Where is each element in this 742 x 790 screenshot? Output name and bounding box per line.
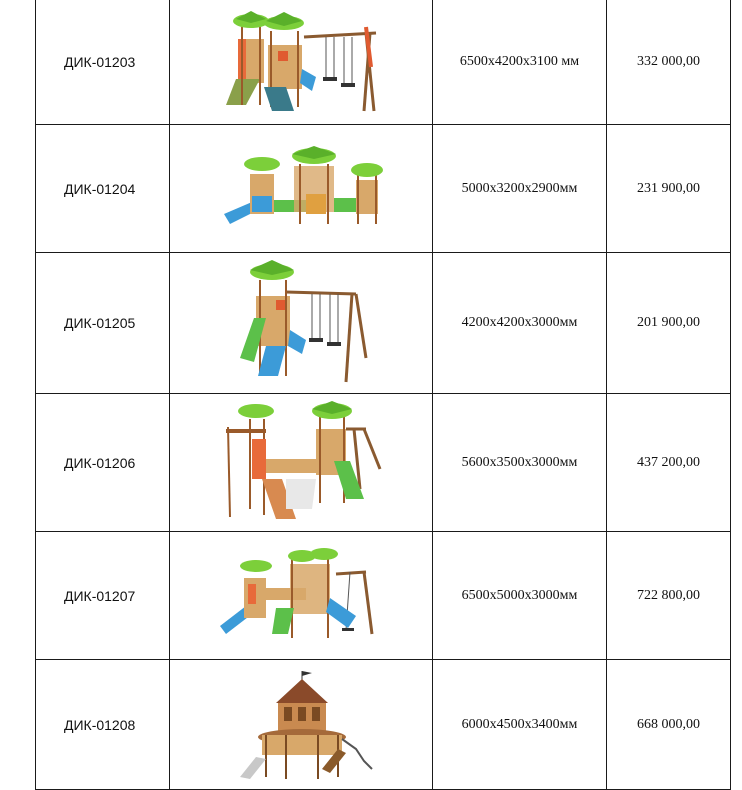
product-price: 201 900,00 bbox=[607, 253, 731, 394]
product-price: 722 800,00 bbox=[607, 532, 731, 660]
product-code: ДИК-01207 bbox=[36, 532, 170, 660]
product-dimensions: 5600х3500х3000мм bbox=[433, 394, 607, 532]
playground-image bbox=[216, 399, 386, 527]
product-code: ДИК-01205 bbox=[36, 253, 170, 394]
product-price: 668 000,00 bbox=[607, 660, 731, 790]
product-dimensions: 6500х4200х3100 мм bbox=[433, 0, 607, 125]
product-dimensions: 6000х4500х3400мм bbox=[433, 660, 607, 790]
product-dimensions: 6500х5000х3000мм bbox=[433, 532, 607, 660]
playground-image bbox=[216, 7, 386, 117]
playground-image bbox=[216, 144, 386, 234]
playground-image bbox=[226, 258, 376, 388]
product-code: ДИК-01203 bbox=[36, 0, 170, 125]
product-price: 437 200,00 bbox=[607, 394, 731, 532]
product-image-cell bbox=[170, 394, 433, 532]
table-row bbox=[36, 394, 731, 532]
product-image-cell bbox=[170, 253, 433, 394]
product-image-cell bbox=[170, 0, 433, 125]
product-code: ДИК-01204 bbox=[36, 125, 170, 253]
product-image-cell bbox=[170, 532, 433, 660]
product-image-cell bbox=[170, 660, 433, 790]
product-code: ДИК-01208 bbox=[36, 660, 170, 790]
product-table bbox=[35, 0, 731, 790]
table-row bbox=[36, 660, 731, 790]
table-row bbox=[36, 532, 731, 660]
table-row bbox=[36, 253, 731, 394]
product-dimensions: 4200х4200х3000мм bbox=[433, 253, 607, 394]
product-code: ДИК-01206 bbox=[36, 394, 170, 532]
product-dimensions: 5000х3200х2900мм bbox=[433, 125, 607, 253]
playground-image bbox=[226, 665, 376, 785]
product-price: 332 000,00 bbox=[607, 0, 731, 125]
table-row bbox=[36, 0, 731, 125]
playground-image bbox=[216, 548, 386, 644]
product-image-cell bbox=[170, 125, 433, 253]
table-row bbox=[36, 125, 731, 253]
product-price: 231 900,00 bbox=[607, 125, 731, 253]
